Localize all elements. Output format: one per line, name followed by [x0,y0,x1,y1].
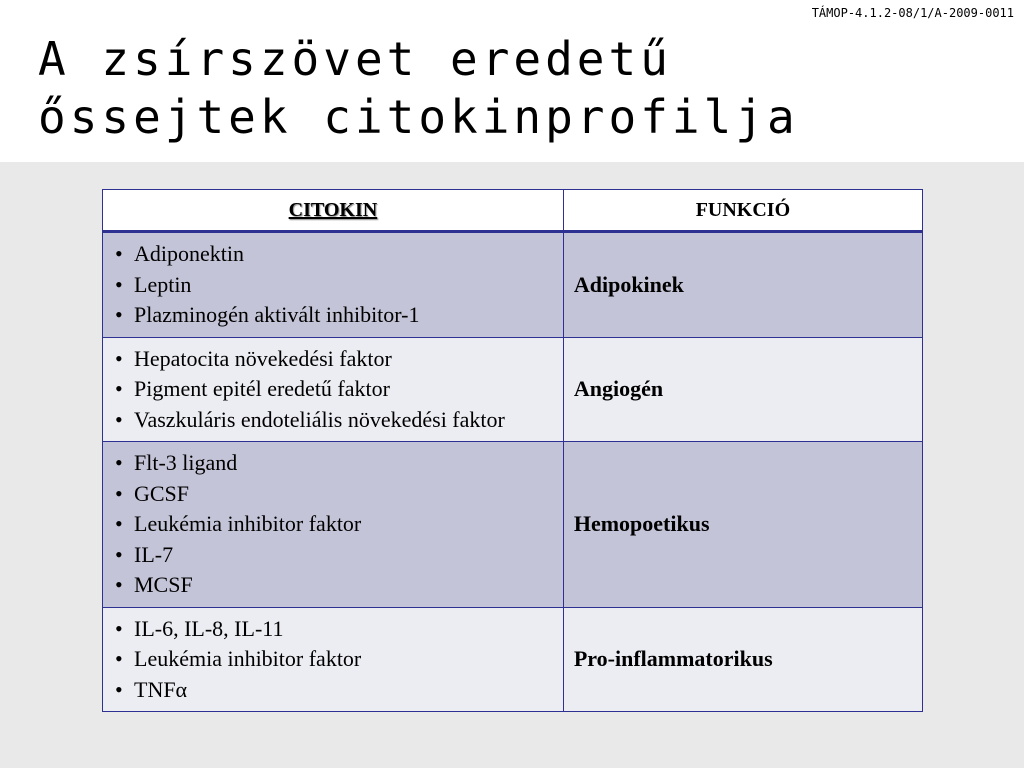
cytokine-list [113,344,555,436]
table-row [103,607,923,712]
function-cell: Pro-inflammatorikus [563,607,922,712]
function-cell: Adipokinek [563,232,922,338]
list-item: • TNFα [113,675,555,706]
table-row [103,337,923,442]
slide-title [38,30,998,146]
slide-header [0,0,1024,162]
cytokine-list [113,614,555,706]
list-item: • Hepatocita növekedési faktor [113,344,555,375]
cytokine-list-cell [103,232,564,338]
cytokine-list [113,448,555,601]
cytokine-list-cell [103,607,564,712]
cytokine-list [113,239,555,331]
list-item: • GCSF [113,479,555,510]
list-item: • Leukémia inhibitor faktor [113,644,555,675]
list-item: • IL-7 [113,540,555,571]
column-header-function: FUNKCIÓ [563,190,922,232]
cytokine-table [102,189,923,712]
cytokine-list-cell [103,442,564,608]
cytokine-list-cell [103,337,564,442]
list-item: • Leukémia inhibitor faktor [113,509,555,540]
table-header-row [103,190,923,232]
list-item: • Pigment epitél eredetű faktor [113,374,555,405]
list-item: • MCSF [113,570,555,601]
title-line-2: őssejtek citokinprofilja [38,90,799,144]
function-cell: Hemopoetikus [563,442,922,608]
column-header-cytokine: CITOKIN [103,190,564,232]
list-item: • Adiponektin [113,239,555,270]
list-item: • IL-6, IL-8, IL-11 [113,614,555,645]
function-cell: Angiogén [563,337,922,442]
list-item: • Plazminogén aktivált inhibitor-1 [113,300,555,331]
project-code: TÁMOP-4.1.2-08/1/A-2009-0011 [811,6,1014,20]
table-row [103,232,923,338]
title-line-1: A zsírszövet eredetű [38,32,672,86]
list-item: • Vaszkuláris endoteliális növekedési faktor [113,405,555,436]
table-row [103,442,923,608]
list-item: • Leptin [113,270,555,301]
list-item: • Flt-3 ligand [113,448,555,479]
